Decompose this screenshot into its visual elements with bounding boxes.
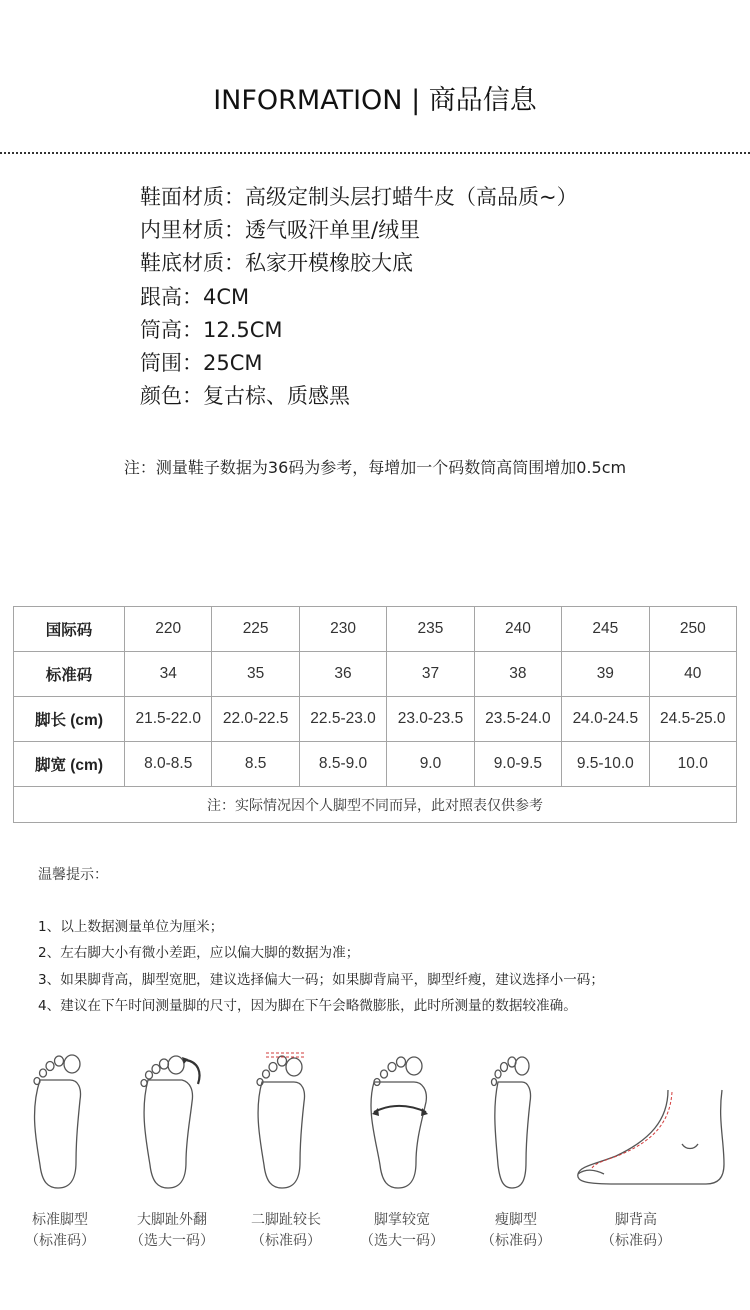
foot-advice: （标准码）	[25, 1233, 95, 1249]
table-cell: 8.5	[212, 742, 299, 787]
row-label: 标准码	[14, 652, 125, 697]
foot-name: 瘦脚型	[495, 1212, 537, 1228]
foot-advice: （选大一码）	[130, 1233, 214, 1249]
table-row-foot-width	[14, 742, 737, 787]
table-cell: 235	[387, 607, 474, 652]
foot-type-long-second-toe	[226, 1040, 346, 1300]
foot-label	[576, 1210, 696, 1252]
bunion-foot-icon	[112, 1040, 232, 1200]
foot-advice: （标准码）	[251, 1233, 321, 1249]
spec-colors: 颜色：复古棕、质感黑	[140, 384, 350, 409]
foot-type-bunion	[112, 1040, 232, 1300]
table-cell: 23.0-23.5	[387, 697, 474, 742]
table-cell: 39	[562, 652, 649, 697]
spec-upper-material: 鞋面材质：高级定制头层打蜡牛皮（高品质~）	[140, 185, 578, 209]
foot-name: 脚背高	[615, 1212, 657, 1228]
foot-advice: （标准码）	[481, 1233, 551, 1249]
table-note: 注：实际情况因个人脚型不同而异，此对照表仅供参考	[14, 787, 737, 823]
foot-label	[226, 1210, 346, 1252]
tip-item: 4、建议在下午时间测量脚的尺寸，因为脚在下午会略微膨胀，此时所测量的数据较准确。	[38, 997, 577, 1014]
size-chart-table	[13, 606, 737, 823]
foot-name: 二脚趾较长	[251, 1212, 321, 1228]
table-cell: 10.0	[649, 742, 736, 787]
table-cell: 24.0-24.5	[562, 697, 649, 742]
table-row-foot-length	[14, 697, 737, 742]
table-row-standard-size	[14, 652, 737, 697]
table-cell: 220	[125, 607, 212, 652]
table-cell: 9.0	[387, 742, 474, 787]
table-row-note	[14, 787, 737, 823]
high-instep-foot-icon	[576, 1040, 746, 1200]
spec-lining-material: 内里材质：透气吸汗单里/绒里	[140, 218, 421, 243]
foot-label	[112, 1210, 232, 1252]
foot-advice: （标准码）	[601, 1233, 671, 1249]
row-label: 国际码	[14, 607, 125, 652]
table-cell: 245	[562, 607, 649, 652]
foot-advice: （选大一码）	[360, 1233, 444, 1249]
table-cell: 9.0-9.5	[474, 742, 561, 787]
table-cell: 22.5-23.0	[299, 697, 386, 742]
table-cell: 230	[299, 607, 386, 652]
spec-shaft-height: 筒高：12.5CM	[140, 317, 283, 342]
table-cell: 225	[212, 607, 299, 652]
spec-sole-material: 鞋底材质：私家开模橡胶大底	[140, 251, 413, 276]
tip-item: 1、以上数据测量单位为厘米；	[38, 919, 224, 935]
standard-foot-icon	[0, 1040, 120, 1200]
table-cell: 8.5-9.0	[299, 742, 386, 787]
table-cell: 21.5-22.0	[125, 697, 212, 742]
table-cell: 24.5-25.0	[649, 697, 736, 742]
foot-type-high-instep	[576, 1040, 746, 1300]
spec-shaft-circumference: 筒围：25CM	[140, 350, 263, 375]
table-cell: 240	[474, 607, 561, 652]
table-cell: 35	[212, 652, 299, 697]
slim-foot-icon	[456, 1040, 576, 1200]
table-cell: 37	[387, 652, 474, 697]
table-cell: 38	[474, 652, 561, 697]
table-cell: 34	[125, 652, 212, 697]
table-cell: 8.0-8.5	[125, 742, 212, 787]
long-second-toe-icon	[226, 1040, 346, 1200]
foot-name: 脚掌较宽	[374, 1212, 430, 1228]
foot-name: 大脚趾外翻	[137, 1212, 207, 1228]
table-cell: 23.5-24.0	[474, 697, 561, 742]
foot-name: 标准脚型	[32, 1212, 88, 1228]
tip-item: 2、左右脚大小有微小差距，应以偏大脚的数据为准；	[38, 945, 360, 962]
tips-title: 温馨提示：	[38, 867, 108, 883]
product-specs	[140, 181, 578, 413]
spec-heel-height: 跟高：4CM	[140, 284, 250, 309]
table-cell: 22.0-22.5	[212, 697, 299, 742]
foot-label	[456, 1210, 576, 1252]
foot-label	[342, 1210, 462, 1252]
tips-list	[38, 914, 604, 1019]
row-label: 脚长 (cm)	[14, 697, 125, 742]
table-cell: 40	[649, 652, 736, 697]
foot-type-guide	[0, 1040, 750, 1300]
table-cell: 36	[299, 652, 386, 697]
foot-label	[0, 1210, 120, 1252]
foot-type-standard	[0, 1040, 120, 1300]
table-row-intl-size	[14, 607, 737, 652]
dotted-divider	[0, 152, 750, 154]
table-cell: 250	[649, 607, 736, 652]
page-title: INFORMATION | 商品信息	[213, 85, 537, 116]
measure-note: 注：测量鞋子数据为36码为参考，每增加一个码数筒高筒围增加0.5cm	[123, 458, 627, 477]
row-label: 脚宽 (cm)	[14, 742, 125, 787]
foot-type-wide	[342, 1040, 462, 1300]
tip-item: 3、如果脚背高，脚型宽肥，建议选择偏大一码；如果脚背扁平，脚型纤瘦，建议选择小一码；	[38, 971, 604, 988]
foot-type-slim	[456, 1040, 576, 1300]
wide-foot-icon	[342, 1040, 462, 1200]
table-cell: 9.5-10.0	[562, 742, 649, 787]
